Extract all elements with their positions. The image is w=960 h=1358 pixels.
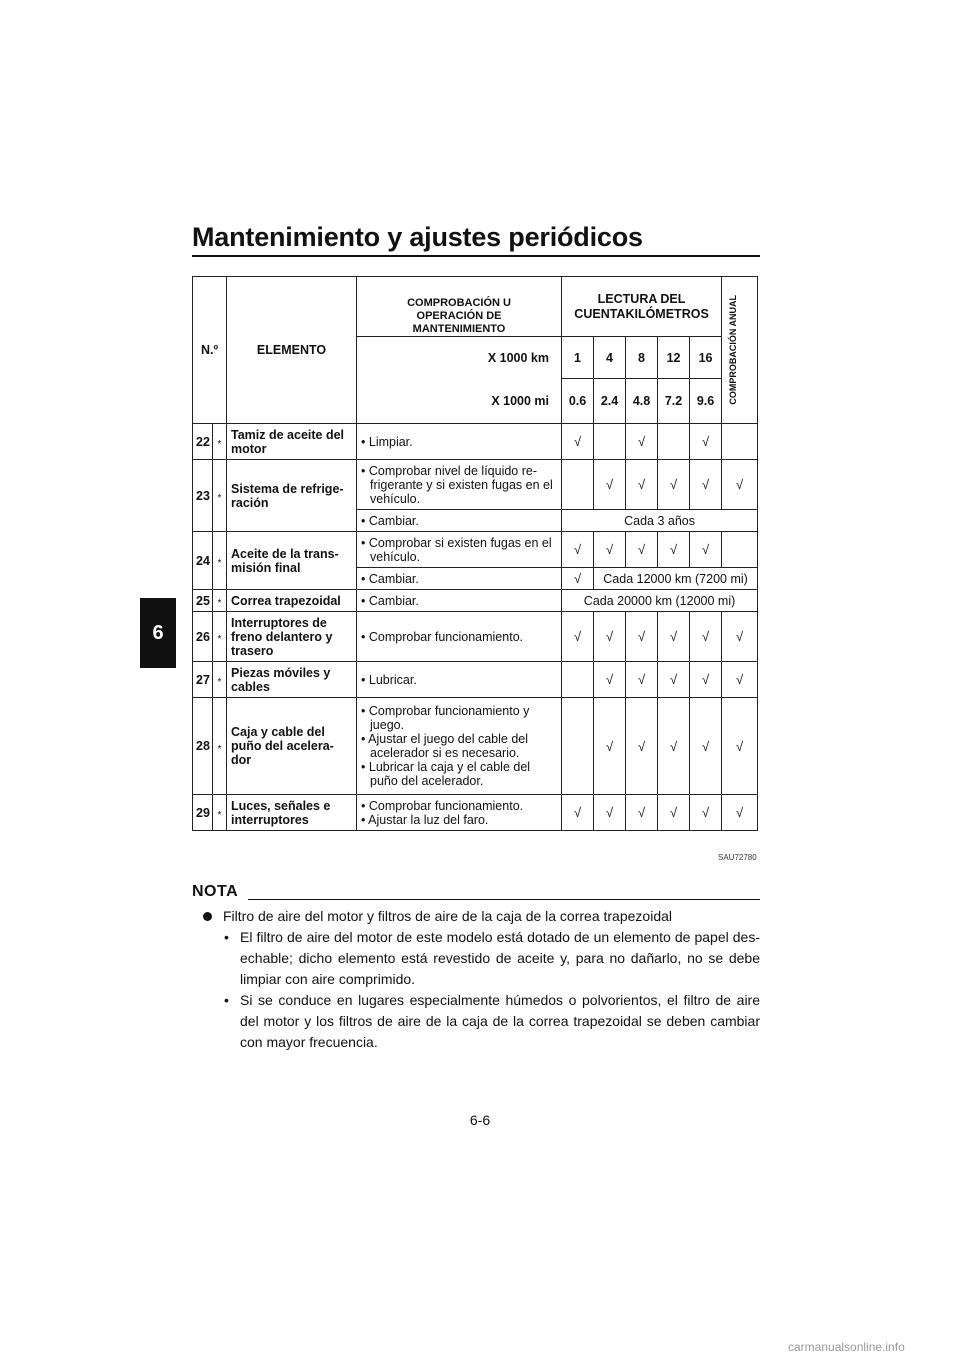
header-mi-7-2: 7.2 (658, 379, 690, 424)
check-cell: √ (690, 424, 722, 460)
row-number: 23 (193, 460, 213, 532)
reference-code: SAU72780 (718, 853, 757, 862)
check-cell: √ (722, 460, 758, 510)
header-mi-4-8: 4.8 (626, 379, 658, 424)
asterisk: * (213, 698, 227, 795)
operation-line: • Comprobar funcionamiento. (361, 798, 524, 813)
bullet-icon: • (224, 929, 229, 945)
operation-line: • Comprobar funcionamiento. (361, 629, 524, 644)
page-number: 6-6 (469, 1112, 491, 1128)
header-km-1: 1 (562, 337, 594, 379)
element-name: Interruptores de freno delantero y trasero (227, 612, 357, 662)
table-row (193, 698, 758, 795)
row-number: 27 (193, 662, 213, 698)
check-cell: √ (658, 698, 690, 795)
element-name: Tamiz de aceite del motor (227, 424, 357, 460)
asterisk: * (213, 532, 227, 590)
element-name: Piezas móviles y cables (227, 662, 357, 698)
check-cell: √ (626, 460, 658, 510)
operation (357, 460, 562, 510)
check-cell: √ (626, 532, 658, 568)
element-name: Correa trapezoidal (227, 590, 357, 612)
check-cell: √ (722, 612, 758, 662)
operation (357, 510, 562, 532)
page-title: Mantenimiento y ajustes periódicos (192, 222, 643, 252)
check-cell: √ (658, 460, 690, 510)
chapter-tab: 6 (140, 598, 176, 668)
table-row (193, 662, 758, 698)
asterisk: * (213, 662, 227, 698)
check-cell (562, 460, 594, 510)
check-cell: √ (594, 662, 626, 698)
check-cell: √ (562, 532, 594, 568)
check-cell: √ (722, 698, 758, 795)
table-row (193, 424, 758, 460)
header-element: ELEMENTO (227, 277, 357, 424)
operation (357, 424, 562, 460)
check-cell: √ (658, 795, 690, 831)
row-number: 22 (193, 424, 213, 460)
title-rule (192, 255, 760, 257)
header-operation: COMPROBACIÓN U OPERACIÓN DE MANTENIMIENTO (357, 277, 562, 337)
table-row (193, 532, 758, 568)
operation-line: • Lubricar. (361, 672, 417, 687)
header-mi-9-6: 9.6 (690, 379, 722, 424)
check-cell: √ (690, 612, 722, 662)
check-cell: √ (626, 424, 658, 460)
check-cell: √ (658, 532, 690, 568)
header-no: N.º (193, 277, 227, 424)
header-mi-0-6: 0.6 (562, 379, 594, 424)
element-name: Aceite de la trans- misión final (227, 532, 357, 590)
asterisk: * (213, 795, 227, 831)
check-cell: √ (562, 424, 594, 460)
check-cell: √ (690, 698, 722, 795)
header-km-8: 8 (626, 337, 658, 379)
row-number: 24 (193, 532, 213, 590)
check-cell: √ (690, 460, 722, 510)
interval-text: Cada 12000 km (7200 mi) (594, 568, 758, 590)
operation (357, 662, 562, 698)
check-cell (562, 662, 594, 698)
header-km-4: 4 (594, 337, 626, 379)
check-cell (594, 424, 626, 460)
header-annual (722, 277, 758, 424)
operation-line: • Comprobar si existen fugas en el vehículo. (361, 535, 552, 564)
check-cell (658, 424, 690, 460)
header-km-16: 16 (690, 337, 722, 379)
watermark: carmanualsonline.info (788, 1340, 905, 1354)
asterisk: * (213, 424, 227, 460)
table-row (193, 795, 758, 831)
check-cell: √ (658, 662, 690, 698)
operation (357, 532, 562, 568)
interval-text: Cada 20000 km (12000 mi) (562, 590, 758, 612)
note-subitem-text: El filtro de aire del motor de este modelo está dotado de un elemento de papel des- echable; dicho elemento está revestido de aceite y, para no dañarlo, no se debe limpiar con aire comprimido. (240, 929, 760, 987)
maintenance-table (192, 276, 758, 831)
element-name: Caja y cable del puño del acelera- dor (227, 698, 357, 795)
check-cell: √ (722, 795, 758, 831)
check-cell: √ (722, 662, 758, 698)
note-subitem (203, 927, 760, 990)
check-cell: √ (562, 612, 594, 662)
element-name: Luces, señales e interruptores (227, 795, 357, 831)
operation-line: • Lubricar la caja y el cable del puño del acelerador. (361, 760, 531, 788)
operation-line: • Ajustar el juego del cable del acelerador si es necesario. (361, 732, 529, 760)
check-cell: √ (594, 612, 626, 662)
asterisk: * (213, 590, 227, 612)
note-body (203, 906, 760, 1053)
note-subitem-text: Si se conduce en lugares especialmente húmedos o polvorientos, el filtro de aire del motor y los filtros de aire de la caja de la correa trapezoidal se deben cambiar con mayor frecuencia. (240, 992, 760, 1050)
note-subitem (203, 990, 760, 1053)
operation (357, 795, 562, 831)
header-km-label: X 1000 km (357, 337, 562, 379)
header-mi-2-4: 2.4 (594, 379, 626, 424)
note-rule (248, 899, 760, 900)
check-cell: √ (658, 612, 690, 662)
check-cell: √ (562, 568, 594, 590)
check-cell: √ (562, 795, 594, 831)
header-km-12: 12 (658, 337, 690, 379)
check-cell: √ (626, 612, 658, 662)
table-row (193, 460, 758, 510)
check-cell: √ (690, 795, 722, 831)
check-cell: √ (594, 795, 626, 831)
check-cell (722, 532, 758, 568)
check-cell (562, 698, 594, 795)
operation (357, 698, 562, 795)
check-cell: √ (626, 698, 658, 795)
header-mi-label: X 1000 mi (357, 379, 562, 424)
operation-line: • Ajustar la luz del faro. (361, 812, 489, 827)
note-item-text: Filtro de aire del motor y filtros de aire de la caja de la correa trapezoidal (223, 908, 672, 924)
table-row (193, 590, 758, 612)
check-cell: √ (626, 795, 658, 831)
row-number: 25 (193, 590, 213, 612)
operation (357, 568, 562, 590)
operation (357, 590, 562, 612)
operation-line: • Limpiar. (361, 434, 413, 449)
check-cell (722, 424, 758, 460)
operation-line: • Cambiar. (361, 593, 419, 608)
check-cell: √ (690, 532, 722, 568)
interval-text: Cada 3 años (562, 510, 758, 532)
row-number: 26 (193, 612, 213, 662)
asterisk: * (213, 612, 227, 662)
row-number: 28 (193, 698, 213, 795)
check-cell: √ (594, 460, 626, 510)
bullet-icon: • (224, 992, 229, 1008)
check-cell: √ (626, 662, 658, 698)
header-odometer: LECTURA DEL CUENTAKILÓMETROS (562, 277, 722, 337)
header-annual-text: COMPROBACIÓN ANUAL (727, 295, 738, 405)
table-row (193, 612, 758, 662)
operation-line: • Comprobar funcionamiento y juego. (361, 704, 530, 732)
operation-line: • Cambiar. (361, 513, 419, 528)
element-name: Sistema de refrige- ración (227, 460, 357, 532)
operation-line: • Comprobar nivel de líquido re- frigerante y si existen fugas en el vehículo. (361, 463, 553, 506)
row-number: 29 (193, 795, 213, 831)
check-cell: √ (690, 662, 722, 698)
note-item (203, 906, 760, 927)
check-cell: √ (594, 698, 626, 795)
operation-line: • Cambiar. (361, 571, 419, 586)
note-heading: NOTA (192, 883, 239, 900)
filled-bullet-icon (203, 912, 212, 921)
asterisk: * (213, 460, 227, 532)
operation (357, 612, 562, 662)
check-cell: √ (594, 532, 626, 568)
